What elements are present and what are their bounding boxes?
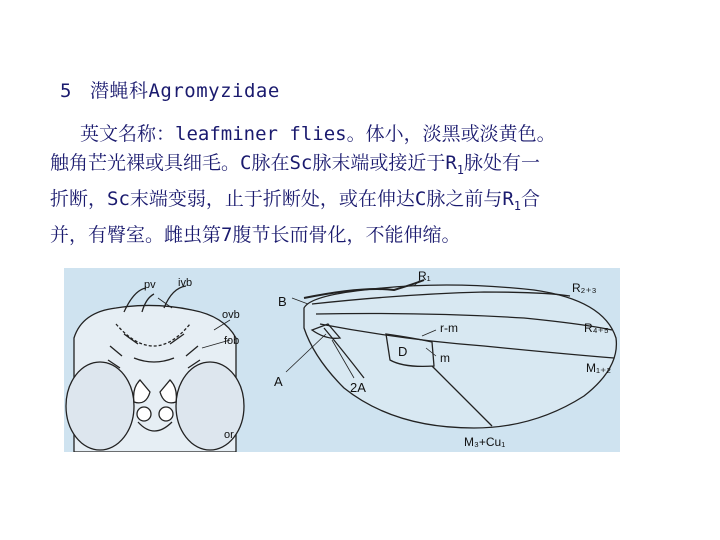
head-label-fob: fob	[224, 335, 240, 347]
wing-label-M1-2: M₁₊₂	[586, 361, 612, 375]
paragraph-line-4: 并，有臀室。雌虫第7腹节长而骨化，不能伸缩。	[50, 223, 461, 246]
head-label-or: or	[224, 429, 234, 441]
head-label-ivb: ivb	[178, 277, 193, 289]
wing-label-R4-5: R₄₊₅	[584, 321, 609, 335]
wing-label-R2-3: R₂₊₃	[572, 281, 597, 295]
wing-label-M3-Cu1: M₃+Cu₁	[464, 435, 506, 449]
head-label-ovb: ovb	[222, 309, 240, 321]
section-title: 潜蝇科Agromyzidae	[89, 80, 280, 102]
wing-label-r-m: r-m	[440, 321, 458, 335]
morphology-illustration	[64, 268, 620, 452]
wing-label-R1: R₁	[418, 269, 431, 283]
paragraph-line-2: 触角芒光裸或具细毛。C脉在Sc脉末端或接近于$R_1$脉处有一	[50, 152, 541, 177]
wing-drawing	[286, 280, 616, 428]
wing-label-2A: 2A	[350, 380, 366, 395]
morphology-figure	[64, 268, 620, 452]
head-drawing	[66, 286, 244, 452]
section-number: 5	[60, 80, 72, 102]
head-label-pv: pv	[144, 279, 156, 291]
wing-label-A: A	[274, 374, 283, 389]
paragraph-line-1: 英文名称：leafminer flies。体小，淡黑或淡黄色。	[80, 123, 556, 145]
wing-label-B: B	[278, 294, 287, 309]
wing-label-m: m	[440, 351, 450, 365]
wing-label-D: D	[398, 344, 408, 359]
section-heading	[60, 76, 280, 103]
paragraph-line-3: 折断，Sc末端变弱，止于折断处，或在伸达C脉之前与$R_1$合	[50, 187, 541, 213]
description-paragraph	[50, 120, 670, 250]
